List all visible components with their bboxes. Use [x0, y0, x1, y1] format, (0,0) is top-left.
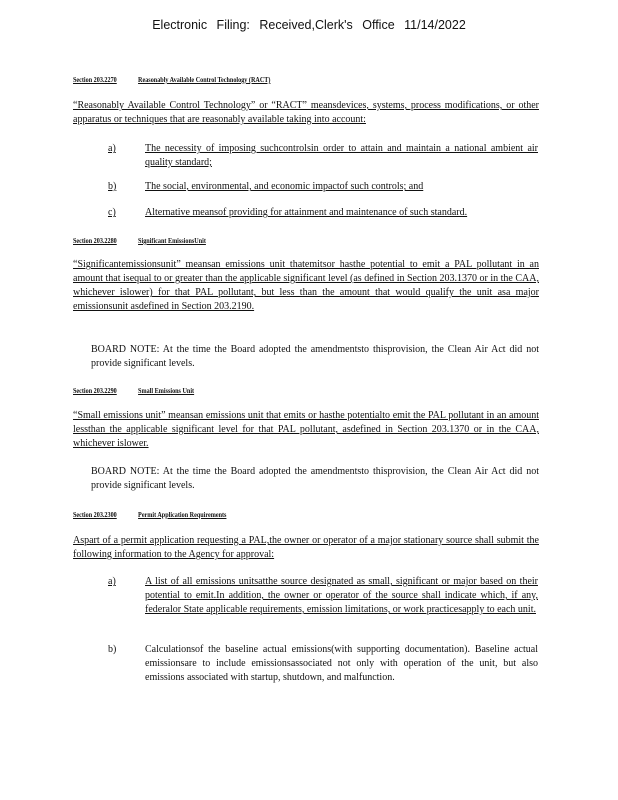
- item-text: The social, environmental, and economic impactof such controls; and: [145, 181, 424, 192]
- section-heading-ract: [73, 75, 292, 84]
- filing-header: Electronic Filing: Received,Clerk's Office 11/14/2022: [152, 18, 466, 32]
- item-label: a): [108, 576, 116, 587]
- section-number: Section 203.2290: [73, 386, 117, 395]
- section-body-significant-emissions-unit: “Significantemissionsunit” meansan emissions unit thatemitsor hasthe potential to emit a PAL pollutant in an amount that isequal to or greater than the applicable significant level (as defined in Section 203.1370 or in the CAA, whichever islower) for that PAL pollutant, but less than the amount that would qualify the unit asa major emissionsunit asdefined in Section 203.2190.: [73, 259, 539, 312]
- section-number: Section 203.2300: [73, 510, 117, 519]
- section-heading-significant-emissions-unit: [73, 236, 227, 245]
- section-heading-small-emissions-unit: [73, 386, 215, 395]
- item-text: Alternative meansof providing for attainment and maintenance of such standard.: [145, 207, 468, 218]
- section-title: Permit Application Requirements: [138, 510, 227, 519]
- item-text: Calculationsof the baseline actual emissions(with supporting documentation). Baseline actual emissionsare to include emissionsassociated not only with operation of the unit, but also emissions associated with startup, shutdown, and malfunction.: [145, 644, 538, 683]
- item-text: The necessity of imposing suchcontrolsin order to attain and maintain a national ambient air quality standard;: [145, 143, 538, 168]
- board-note: BOARD NOTE: At the time the Board adopted the amendmentsto thisprovision, the Clean Air Act did not provide significant levels.: [91, 466, 539, 491]
- item-label: c): [108, 207, 116, 218]
- section-number: Section 203.2270: [73, 75, 117, 84]
- section-body-small-emissions-unit: “Small emissions unit” meansan emissions unit that emits or hasthe potentialto emit the PAL pollutant in an amount lessthan the applicable significant level for that PAL pollutant, asdefined in Section 203.1370 or in the CAA, whichever islower.: [73, 410, 539, 449]
- section-title: Small Emissions Unit: [138, 386, 195, 395]
- item-label: a): [108, 143, 116, 154]
- board-note: BOARD NOTE: At the time the Board adopted the amendmentsto thisprovision, the Clean Air Act did not provide significant levels.: [91, 344, 539, 369]
- section-title: Significant EmissionsUnit: [138, 236, 206, 245]
- section-body-permit-application: Aspart of a permit application requesting a PAL,the owner or operator of a major stationary source shall submit the following information to the Agency for approval:: [73, 535, 539, 560]
- item-text: A list of all emissions unitsatthe source designated as small, significant or major based on their potential to emit.In addition, the owner or operator of the source shall indicate which, if any, federalor State applicable requirements, emission limitations, or work practicesapply to each unit.: [145, 576, 538, 615]
- section-heading-permit-application: [73, 510, 248, 519]
- item-label: b): [108, 644, 117, 655]
- section-title: Reasonably Available Control Technology (RACT): [138, 75, 271, 84]
- item-label: b): [108, 181, 117, 192]
- section-number: Section 203.2280: [73, 236, 117, 245]
- section-body-ract: “Reasonably Available Control Technology” or “RACT” meansdevices, systems, process modifications, or other apparatus or techniques that are reasonably available taking into account:: [73, 100, 539, 125]
